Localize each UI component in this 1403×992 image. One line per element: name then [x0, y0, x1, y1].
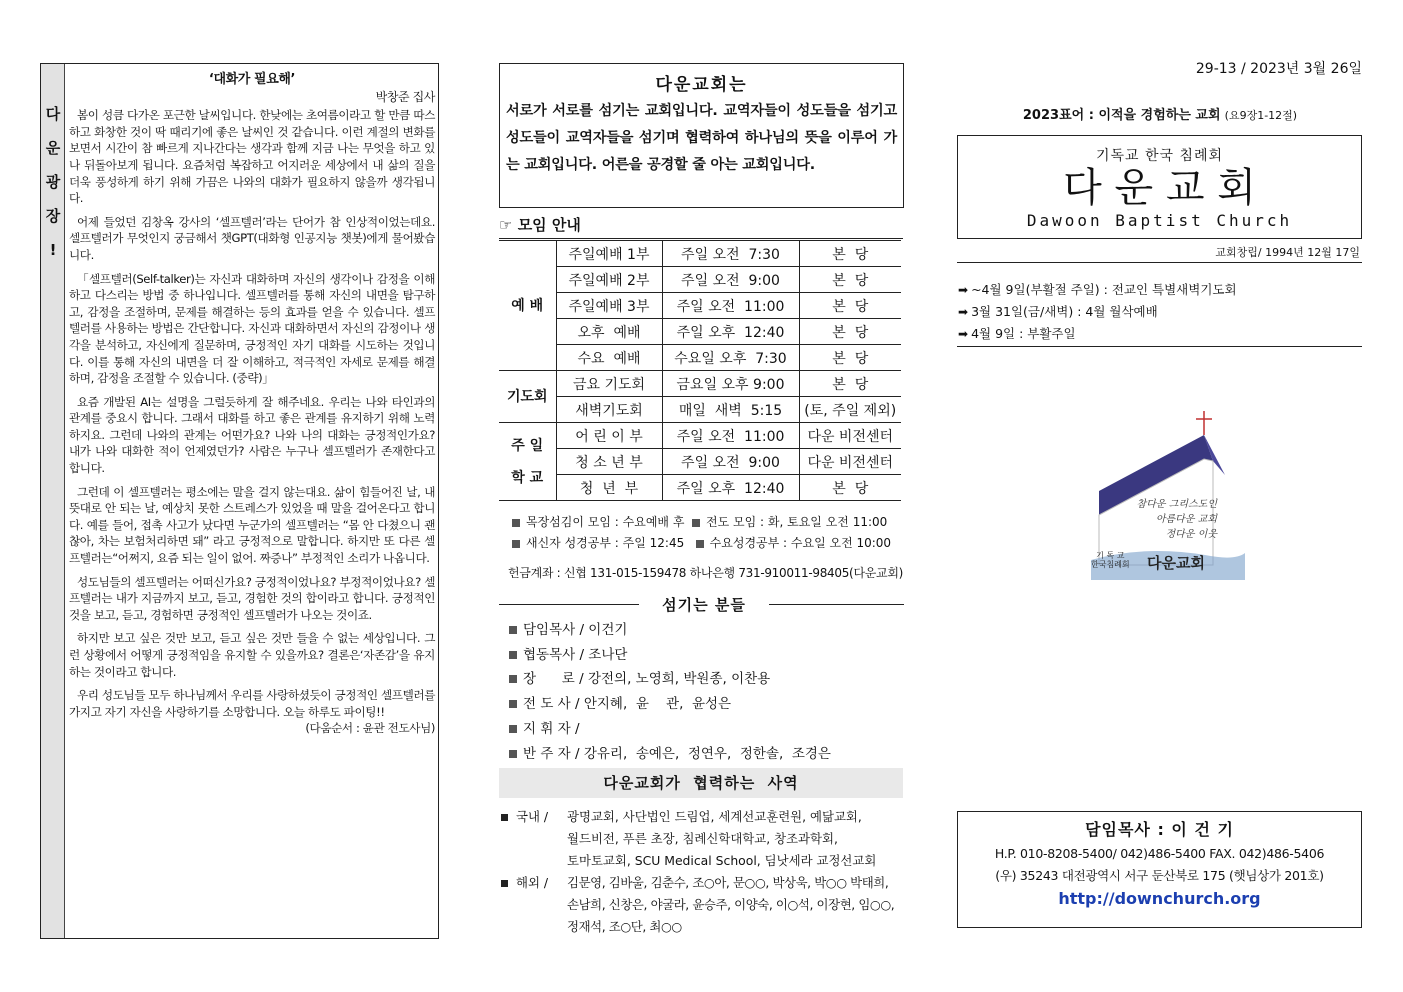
logo-slogan-line: 정다운 이웃	[1165, 529, 1217, 540]
meeting-row	[499, 449, 901, 475]
column-paragraph: 성도님들의 셀프텔러는 어떠신가요? 긍정적이었나요? 부정적이었나요? 셀프텔러는 내가 지금까지 보고, 듣고, 경험한 것의 합이라고 합니다. 긍정적인 것을 보고, 듣고, 경험하면 긍정적인 셀프텔러가 나오는 것이죠.	[69, 574, 435, 622]
column-paragraph: 어제 들었던 김창옥 강사의 ‘셀프텔러’라는 단어가 참 인상적이었는데요. 셀프텔러가 무엇인지 궁금해서 챗GPT(대화형 인공지능 챗봇)에게 물어봤습니다.	[69, 214, 435, 262]
founded-date: 교회창립/ 1994년 12월 17일	[1215, 246, 1360, 259]
meeting-place: 본 당	[799, 241, 901, 267]
note: 새신자 성경공부 : 주일 12:45	[526, 536, 685, 550]
meeting-time: 주일 오전 11:00	[662, 423, 799, 449]
meeting-place: 본 당	[799, 475, 901, 501]
square-bullet-icon	[509, 675, 517, 683]
meeting-row	[499, 397, 901, 423]
issue-date: 29-13 / 2023년 3월 26일	[1195, 61, 1362, 77]
meeting-place: 본 당	[799, 319, 901, 345]
column-paragraph: 요즘 개발된 AI는 설명을 그럴듯하게 잘 해주네요. 우리는 나와 타인과의 관계를 중요시 합니다. 그래서 대화를 하고 좋은 관계를 유지하기 위해 노력하지요. 그런데 나와의 관계는 어떤가요? 나와 나의 대화는 긍정적인가요? 내가 나와 대화한 적이 언제였던가? 사람은 누구나 셀프텔러가 존재한다고 합니다.	[69, 394, 435, 476]
motto-ref: (요9장1-12절)	[1224, 109, 1298, 122]
divider	[499, 604, 639, 605]
meeting-row	[499, 241, 901, 267]
side-char: 다	[45, 105, 61, 123]
meeting-place: 본 당	[799, 371, 901, 397]
meeting-name: 금요 기도회	[556, 371, 662, 397]
meeting-place: 본 당	[799, 267, 901, 293]
column-paragraph: 「셀프텔러(Self-talker)는 자신과 대화하며 자신의 생각이나 감정을 이해하고 다스리는 방법 중 하나입니다. 셀프텔러를 통해 자신의 내면을 탐구하고, 감정을 조절하며, 문제를 해결하는 등의 효과를 얻을 수 있습니다. 셀프텔러를 사용하는 방법은 간단합니다. 자신과 대화하면서 자신의 감정이나 생각을 분석하고, 자신에게 질문하며, 긍정적인 자기 대화를 시도하는 것입니다. 이를 통해 자신의 내면을 더 잘 이해하고, 적극적인 자세로 문제를 해결하며, 감정을 조절할 수 있습니다. (중략)」	[69, 271, 435, 386]
square-bullet-icon	[501, 814, 508, 821]
column-title: ‘대화가 필요해’	[208, 72, 296, 87]
logo-slogan-line: 아름다운 교회	[1155, 514, 1217, 525]
notice-item: ~4월 9일(부활절 주일) : 전교인 특별새벽기도회	[971, 282, 1237, 297]
meeting-name: 새벽기도회	[556, 397, 662, 423]
coop-line: 정재석, 조○단, 최○○	[567, 919, 682, 934]
square-bullet-icon	[509, 651, 517, 659]
servant-item: 장 로 / 강전의, 노영희, 박원종, 이찬용	[523, 671, 771, 688]
meeting-table	[499, 240, 901, 501]
meeting-name: 오후 예배	[556, 319, 662, 345]
church-logo	[1085, 405, 1255, 585]
column-box	[40, 63, 439, 939]
coop-line: 월드비전, 푸른 초장, 침례신학대학교, 창조과학회,	[567, 831, 838, 846]
meeting-row	[499, 267, 901, 293]
square-bullet-icon	[509, 700, 517, 708]
church-title-box	[957, 135, 1362, 239]
coop-title-bar	[499, 768, 903, 798]
square-bullet-icon	[509, 725, 517, 733]
meeting-category: 예 배	[499, 241, 556, 371]
logo-denom-line: 한국침례회	[1091, 560, 1130, 569]
pastor-address: (우) 35243 대전광역시 서구 둔산북로 175 (햇님상가 201호)	[995, 868, 1324, 883]
motto	[958, 104, 1362, 123]
mission-box	[499, 63, 904, 208]
pointing-hand-icon: ☞	[499, 216, 513, 234]
pastor-box	[957, 811, 1362, 928]
meeting-time: 주일 오후 12:40	[662, 319, 799, 345]
denomination: 기독교 한국 침례회	[1095, 148, 1224, 164]
logo-denom-line: 기 독 교	[1096, 551, 1125, 560]
side-char: 장	[45, 207, 61, 225]
meeting-category: 기도회	[499, 371, 556, 423]
church-website-link[interactable]: http://downchurch.org	[1058, 889, 1261, 908]
notice-item: 3월 31일(금/새벽) : 4월 월삭예배	[971, 304, 1158, 319]
column-paragraph: 하지만 보고 싶은 것만 보고, 듣고 싶은 것만 들을 수 없는 세상입니다. 그런 상황에서 어떻게 긍정적임을 유지할 수 있을까요? 결론은‘자존감’을 유지하는 것이라고 합니다.	[69, 631, 435, 679]
meeting-place: 다운 비전센터	[799, 449, 901, 475]
meeting-name: 주일예배 2부	[556, 267, 662, 293]
arrow-right-icon: ➡	[958, 283, 969, 297]
square-bullet-icon	[509, 626, 517, 634]
column-paragraph-text: 우리 성도님들 모두 하나님께서 우리를 사랑하셨듯이 긍정적인 셀프텔러를 가지고 자기 자신을 사랑하기를 소망합니다. 오늘 하루도 파이팅!!	[69, 688, 435, 719]
column-paragraph: 그런데 이 셀프텔러는 평소에는 말을 걸지 않는대요. 삶이 힘들어진 날, 내 뜻대로 안 되는 날, 예상치 못한 스트레스가 있었을 때 말을 걸어온다고 합니다. 예를 들어, 접촉 사고가 났다면 누군가의 셀프텔러는 “몸 안 다쳤으니 괜찮아, 차는 보험처리하면 돼” 라고 긍정적으로 말합니다. 하지만 또 다른 셀프텔러는“어쩌지, 요즘 되는 일이 없어. 짜증나” 부정적인 소리가 나옵니다.	[69, 484, 435, 566]
pastor-title: 담임목사 : 이 건 기	[1085, 820, 1234, 839]
meeting-title: 모임 안내	[517, 216, 581, 234]
arrow-right-icon: ➡	[958, 305, 969, 319]
square-bullet-icon	[696, 540, 704, 548]
meeting-row	[499, 475, 901, 501]
side-char: 운	[45, 139, 61, 157]
arrow-right-icon: ➡	[958, 327, 969, 341]
meeting-place: 본 당	[799, 293, 901, 319]
servant-item: 협동목사 / 조나단	[523, 646, 628, 663]
logo-slogan	[1117, 497, 1217, 542]
coop-line: 김문영, 김바울, 김춘수, 조○아, 문○○, 박상욱, 박○○ 박태희,	[567, 875, 889, 890]
side-char: 광	[45, 173, 61, 191]
coop-label: 해외	[516, 875, 540, 890]
coop-title: 다운교회가 협력하는 사역	[603, 774, 799, 792]
meeting-row	[499, 319, 901, 345]
coop-list: 국내 / 광명교회, 사단법인 드림업, 세계선교훈련원, 예닮교회, 월드비전, 푸른 초장, 침례신학대학교, 창조과학회, 토마토교회, SCU Medical School, 딤낫세라 교정선교회 해외 / 김문영, 김바울, 김춘수, 조○아, 문○○, 박상욱, 박○○ 박태희, 손남희, 신창은, 야굴라, 윤승주, 이양숙, 이○석, 이장현, 임○○, 정재석, 조○단, 최○○	[501, 806, 906, 938]
divider	[957, 262, 1362, 263]
meeting-time: 주일 오후 12:40	[662, 475, 799, 501]
note: 목장섬김이 모임 : 수요예배 후	[526, 515, 685, 529]
notice-item: 4월 9일 : 부활주일	[971, 326, 1076, 341]
servant-item: 지 휘 자 /	[523, 720, 580, 737]
motto-label: 2023표어 : 이적을 경험하는 교회	[1022, 108, 1221, 123]
meeting-name: 주일예배 3부	[556, 293, 662, 319]
pastor-phone: H.P. 010-8208-5400/ 042)486-5400 FAX. 042)486-5406	[994, 846, 1325, 861]
meeting-time: 주일 오전 7:30	[662, 241, 799, 267]
meeting-row	[499, 371, 901, 397]
meeting-name: 주일예배 1부	[556, 241, 662, 267]
logo-denomination	[1091, 551, 1130, 569]
meeting-place: (토, 주일 제외)	[799, 397, 901, 423]
servant-item: 반 주 자 / 강유리, 송예은, 정연우, 정한솔, 조경은	[523, 745, 831, 762]
divider	[957, 346, 1362, 347]
coop-line: 손남희, 신창은, 야굴라, 윤승주, 이양숙, 이○석, 이장현, 임○○,	[567, 897, 895, 912]
church-name: 다 운 교 회	[1063, 165, 1256, 211]
column-paragraph	[69, 687, 435, 736]
meeting-place: 본 당	[799, 345, 901, 371]
account-info: 헌금계좌 : 신협 131-015-159478 하나은행 731-910011-98405(다운교회)	[508, 566, 903, 580]
column-footnote: (다움순서 : 윤관 전도사님)	[305, 721, 435, 736]
note: 전도 모임 : 화, 토요일 오전 11:00	[706, 515, 888, 529]
meeting-row	[499, 423, 901, 449]
column-author: 박창준 집사	[375, 89, 435, 104]
square-bullet-icon	[501, 880, 508, 887]
meeting-category: 주 일 학 교	[499, 423, 556, 501]
divider	[769, 604, 904, 605]
meeting-name: 어 린 이 부	[556, 423, 662, 449]
meeting-time: 수요일 오후 7:30	[662, 345, 799, 371]
mission-text: 서로가 서로를 섬기는 교회입니다. 교역자들이 성도들을 섬기고 성도들이 교역자들을 섬기며 협력하여 하나님의 뜻을 이루어 가는 교회입니다. 어른을 공경할 줄 아는 교회입니다.	[506, 103, 897, 173]
column-side-bar	[41, 64, 65, 938]
meeting-name: 청 소 년 부	[556, 449, 662, 475]
church-english-name: Dawoon Baptist Church	[1026, 211, 1293, 230]
coop-line: 광명교회, 사단법인 드림업, 세계선교훈련원, 예닮교회,	[567, 809, 862, 824]
servants-title: 섬기는 분들	[662, 596, 746, 614]
meeting-time: 주일 오전 9:00	[662, 449, 799, 475]
coop-line: 토마토교회, SCU Medical School, 딤낫세라 교정선교회	[567, 853, 877, 868]
meeting-name: 수요 예배	[556, 345, 662, 371]
logo-slogan-line: 참다운 그리스도인	[1136, 499, 1217, 510]
coop-label: 국내	[516, 809, 540, 824]
meeting-row	[499, 345, 901, 371]
square-bullet-icon	[509, 750, 517, 758]
side-char: !	[49, 241, 57, 259]
meeting-heading	[499, 214, 581, 235]
meeting-place: 다운 비전센터	[799, 423, 901, 449]
logo-church-name: 다운교회	[1147, 554, 1205, 572]
square-bullet-icon	[692, 519, 700, 527]
divider	[499, 238, 903, 239]
column-paragraph: 봄이 성큼 다가온 포근한 날씨입니다. 한낮에는 초여름이라고 할 만큼 따스하고 화창한 것이 딱 때리기에 좋은 날씨인 것 같습니다. 이런 계절의 변화를 보면서 시간이 참 빠르게 지나간다는 생각과 함께 지금 나는 무엇을 하고 있나 뒤돌아보게 됩니다. 요즘처럼 복잡하고 어지러운 세상에서 내 삶의 질을 더욱 풍성하게 하기 위해 가끔은 나와의 대화가 필요하지 않을까 생각됩니다.	[69, 108, 435, 206]
notice-list	[958, 279, 1237, 345]
meeting-name: 청 년 부	[556, 475, 662, 501]
servant-item: 전 도 사 / 안지혜, 윤 관, 윤성은	[523, 696, 732, 713]
square-bullet-icon	[512, 519, 520, 527]
meeting-time: 금요일 오후 9:00	[662, 371, 799, 397]
mission-title: 다운교회는	[655, 75, 748, 95]
meeting-time: 매일 새벽 5:15	[662, 397, 799, 423]
meeting-notes	[512, 512, 907, 554]
note: 수요성경공부 : 수요일 오전 10:00	[709, 536, 892, 550]
meeting-time: 주일 오전 11:00	[662, 293, 799, 319]
column-body	[69, 72, 435, 737]
meeting-row	[499, 293, 901, 319]
servant-item: 담임목사 / 이건기	[523, 622, 628, 638]
servants-list	[509, 618, 831, 766]
square-bullet-icon	[512, 540, 520, 548]
meeting-time: 주일 오전 9:00	[662, 267, 799, 293]
